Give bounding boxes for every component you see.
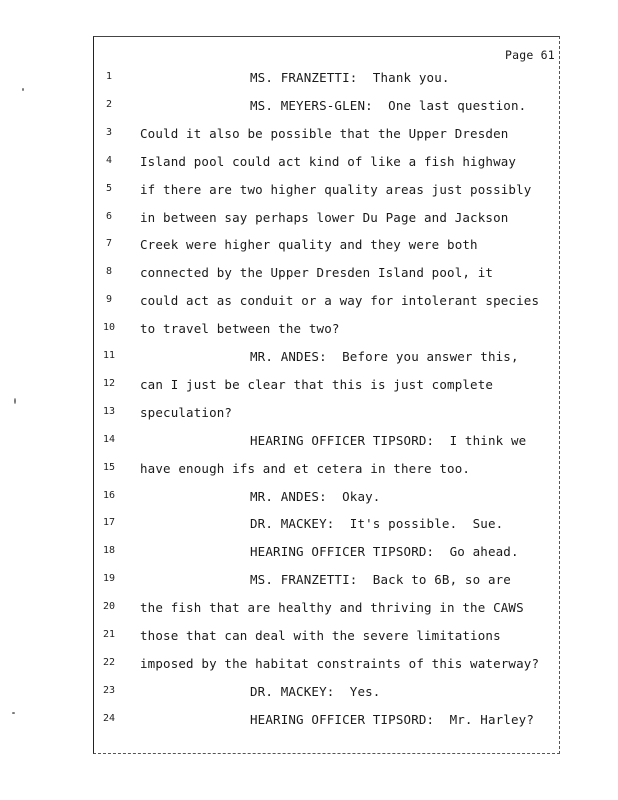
transcript-line: could act as conduit or a way for intolerant species bbox=[140, 293, 540, 309]
page-frame bbox=[93, 36, 560, 754]
line-number: 19 bbox=[102, 573, 116, 585]
transcript-line: speculation? bbox=[140, 404, 233, 420]
line-number: 8 bbox=[105, 266, 113, 278]
line-number: 11 bbox=[102, 350, 116, 361]
line-number: 3 bbox=[105, 126, 113, 138]
transcript-line: MR. ANDES: Okay. bbox=[250, 488, 381, 504]
line-number: 12 bbox=[102, 377, 116, 389]
scan-speck bbox=[12, 712, 15, 714]
line-number: 6 bbox=[105, 210, 113, 222]
line-number: 15 bbox=[102, 461, 116, 473]
scan-speck bbox=[14, 398, 16, 404]
transcript-line: HEARING OFFICER TIPSORD: Mr. Harley? bbox=[250, 711, 534, 727]
transcript-line: have enough ifs and et cetera in there too. bbox=[140, 460, 471, 476]
transcript-line: to travel between the two? bbox=[140, 321, 340, 337]
transcript-line: imposed by the habitat constraints of this waterway? bbox=[140, 655, 540, 671]
transcript-line: those that can deal with the severe limitations bbox=[140, 628, 501, 643]
line-number: 17 bbox=[102, 517, 116, 529]
line-number: 10 bbox=[102, 322, 116, 334]
transcript-line: HEARING OFFICER TIPSORD: Go ahead. bbox=[250, 544, 519, 560]
transcript-line: Could it also be possible that the Upper Dresden bbox=[140, 125, 509, 141]
scan-speck bbox=[22, 88, 24, 91]
line-number: 5 bbox=[105, 182, 113, 194]
line-number: 21 bbox=[102, 629, 116, 640]
transcript-line: MS. FRANZETTI: Thank you. bbox=[250, 70, 450, 85]
line-number: 7 bbox=[105, 238, 113, 250]
line-number: 1 bbox=[105, 71, 113, 82]
line-number: 24 bbox=[102, 712, 116, 724]
page-number: Page 61 bbox=[505, 48, 555, 62]
line-number: 4 bbox=[105, 154, 113, 166]
line-number: 9 bbox=[105, 294, 113, 306]
transcript-line: DR. MACKEY: It's possible. Sue. bbox=[250, 516, 504, 532]
transcript-line: can I just be clear that this is just complete bbox=[140, 376, 494, 392]
transcript-line: MS. FRANZETTI: Back to 6B, so are bbox=[250, 572, 511, 588]
line-number: 14 bbox=[102, 433, 116, 445]
line-number: 16 bbox=[102, 489, 116, 501]
transcript-line: Creek were higher quality and they were both bbox=[140, 237, 478, 253]
transcript-line: HEARING OFFICER TIPSORD: I think we bbox=[250, 432, 527, 448]
line-number: 23 bbox=[102, 684, 116, 696]
line-number: 18 bbox=[102, 545, 116, 557]
transcript-line: MS. MEYERS-GLEN: One last question. bbox=[250, 97, 527, 113]
transcript-line: Island pool could act kind of like a fish highway bbox=[140, 153, 517, 169]
line-number: 22 bbox=[102, 656, 116, 668]
line-number: 20 bbox=[102, 601, 116, 613]
transcript-line: the fish that are healthy and thriving in the CAWS bbox=[140, 600, 524, 616]
transcript-line: DR. MACKEY: Yes. bbox=[250, 683, 381, 699]
line-number: 2 bbox=[105, 98, 113, 110]
line-number: 13 bbox=[102, 405, 116, 417]
transcript-line: if there are two higher quality areas just possibly bbox=[140, 181, 532, 197]
transcript-line: connected by the Upper Dresden Island pool, it bbox=[140, 265, 494, 281]
transcript-line: in between say perhaps lower Du Page and Jackson bbox=[140, 209, 509, 225]
transcript-line: MR. ANDES: Before you answer this, bbox=[250, 349, 519, 364]
